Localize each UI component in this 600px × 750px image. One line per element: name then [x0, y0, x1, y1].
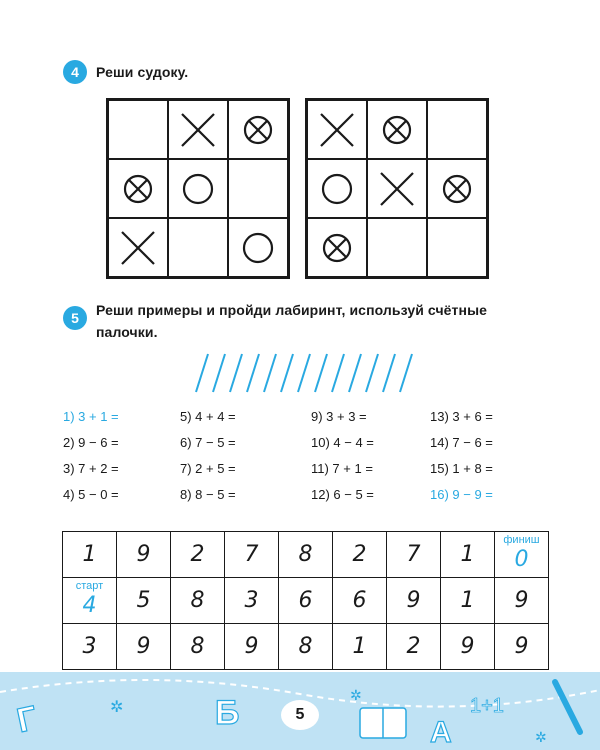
counting-stick — [332, 354, 344, 392]
example-item: 16) 9 − 9 = — [430, 487, 493, 502]
example-item: 13) 3 + 6 = — [430, 409, 493, 424]
maze-cell: 8 — [279, 532, 333, 578]
cross-symbol — [375, 167, 419, 211]
examples-column-3 — [311, 404, 374, 508]
sudoku-cell-circle-cross — [108, 159, 168, 218]
cross-symbol — [116, 226, 160, 270]
maze-cell: 9 — [387, 578, 441, 624]
counting-stick — [383, 354, 395, 392]
example-item: 9) 3 + 3 = — [311, 409, 367, 424]
task-number-badge: 5 — [63, 306, 87, 330]
sudoku-cell-empty — [108, 100, 168, 159]
example-item: 12) 6 − 5 = — [311, 487, 374, 502]
example-item: 4) 5 − 0 = — [63, 487, 119, 502]
sudoku-cell-empty — [168, 218, 228, 277]
circle-symbol — [236, 226, 280, 270]
example-item: 1) 3 + 1 = — [63, 409, 119, 424]
sudoku-cell-empty — [427, 100, 487, 159]
pencil-icon — [555, 682, 580, 732]
maze-cell: 9 — [225, 624, 279, 670]
counting-stick — [349, 354, 361, 392]
maze-cell: 2 — [333, 532, 387, 578]
sudoku-grid-left — [106, 98, 290, 279]
start-value: 4 — [82, 593, 97, 618]
sudoku-cell-circle-cross — [427, 159, 487, 218]
maze-cell: 9 — [441, 624, 495, 670]
example-item: 8) 8 − 5 = — [180, 487, 236, 502]
circle-symbol — [315, 167, 359, 211]
sudoku-cell-cross — [168, 100, 228, 159]
sudoku-cell-circle-cross — [228, 100, 288, 159]
sudoku-cell-cross — [367, 159, 427, 218]
letter-decoration: Б — [215, 694, 240, 732]
examples-column-4 — [430, 404, 493, 508]
examples-column-2 — [180, 404, 236, 508]
circle-cross-symbol — [236, 108, 280, 152]
circle-cross-symbol — [116, 167, 160, 211]
circle-cross-symbol — [375, 108, 419, 152]
example-item: 5) 4 + 4 = — [180, 409, 236, 424]
maze-cell: 8 — [171, 624, 225, 670]
maze-cell: 1 — [333, 624, 387, 670]
maze-cell: 6 — [333, 578, 387, 624]
counting-stick — [230, 354, 242, 392]
counting-stick — [366, 354, 378, 392]
counting-stick — [196, 354, 208, 392]
circle-cross-symbol — [435, 167, 479, 211]
maze-row — [63, 624, 549, 670]
cross-symbol — [315, 108, 359, 152]
maze-cell: 3 — [63, 624, 117, 670]
counting-stick — [281, 354, 293, 392]
maze-cell: 9 — [117, 624, 171, 670]
example-item: 10) 4 − 4 = — [311, 435, 374, 450]
sudoku-grid-right — [305, 98, 489, 279]
maze-start-cell — [63, 578, 117, 624]
star-icon: ✲ — [535, 729, 547, 745]
maze-row — [63, 532, 549, 578]
circle-symbol — [176, 167, 220, 211]
finish-label: финиш — [503, 534, 540, 546]
sudoku-cell-cross — [108, 218, 168, 277]
example-item: 6) 7 − 5 = — [180, 435, 236, 450]
maze-cell: 2 — [387, 624, 441, 670]
circle-cross-symbol — [315, 226, 359, 270]
task-number-badge: 4 — [63, 60, 87, 84]
sudoku-cell-cross — [307, 100, 367, 159]
maze-finish-cell — [495, 532, 549, 578]
counting-stick — [400, 354, 412, 392]
maze-cell: 9 — [495, 624, 549, 670]
counting-stick — [315, 354, 327, 392]
counting-stick — [213, 354, 225, 392]
maze-cell: 6 — [279, 578, 333, 624]
maze-cell: 1 — [63, 532, 117, 578]
sudoku-cell-circle — [168, 159, 228, 218]
finish-value: 0 — [514, 547, 529, 572]
letter-decoration: А — [430, 716, 452, 749]
sudoku-cell-circle — [228, 218, 288, 277]
maze-cell: 1 — [441, 578, 495, 624]
counting-stick — [298, 354, 310, 392]
maze-cell: 9 — [495, 578, 549, 624]
number-maze-table — [62, 531, 549, 670]
maze-cell: 9 — [117, 532, 171, 578]
example-item: 14) 7 − 6 = — [430, 435, 493, 450]
sudoku-cell-empty — [367, 218, 427, 277]
counting-stick — [247, 354, 259, 392]
task-instruction-line2: палочки. — [96, 324, 158, 340]
maze-cell: 5 — [117, 578, 171, 624]
star-icon: ✲ — [350, 687, 362, 703]
maze-row — [63, 578, 549, 624]
counting-stick — [264, 354, 276, 392]
maze-cell: 7 — [225, 532, 279, 578]
cross-symbol — [176, 108, 220, 152]
letter-decoration: Г — [13, 698, 41, 741]
maze-cell: 1 — [441, 532, 495, 578]
example-item: 3) 7 + 2 = — [63, 461, 119, 476]
start-label: старт — [75, 580, 104, 592]
maze-cell: 8 — [279, 624, 333, 670]
example-item: 7) 2 + 5 = — [180, 461, 236, 476]
sudoku-cell-circle-cross — [367, 100, 427, 159]
counting-sticks — [190, 352, 420, 394]
maze-cell: 2 — [171, 532, 225, 578]
page-number: 5 — [281, 700, 319, 730]
sudoku-cell-circle — [307, 159, 367, 218]
sudoku-cell-circle-cross — [307, 218, 367, 277]
sudoku-cell-empty — [427, 218, 487, 277]
example-item: 11) 7 + 1 = — [311, 461, 373, 476]
sudoku-cell-empty — [228, 159, 288, 218]
maze-cell: 3 — [225, 578, 279, 624]
examples-column-1 — [63, 404, 119, 508]
example-item: 2) 9 − 6 = — [63, 435, 119, 450]
maze-cell: 7 — [387, 532, 441, 578]
math-decoration: 1+1 — [470, 695, 504, 717]
task-instruction-line1: Реши примеры и пройди лабиринт, используй счётные — [96, 302, 488, 318]
star-icon: ✲ — [110, 699, 124, 716]
maze-cell: 8 — [171, 578, 225, 624]
task-instruction: Реши судоку. — [96, 64, 189, 80]
example-item: 15) 1 + 8 = — [430, 461, 493, 476]
